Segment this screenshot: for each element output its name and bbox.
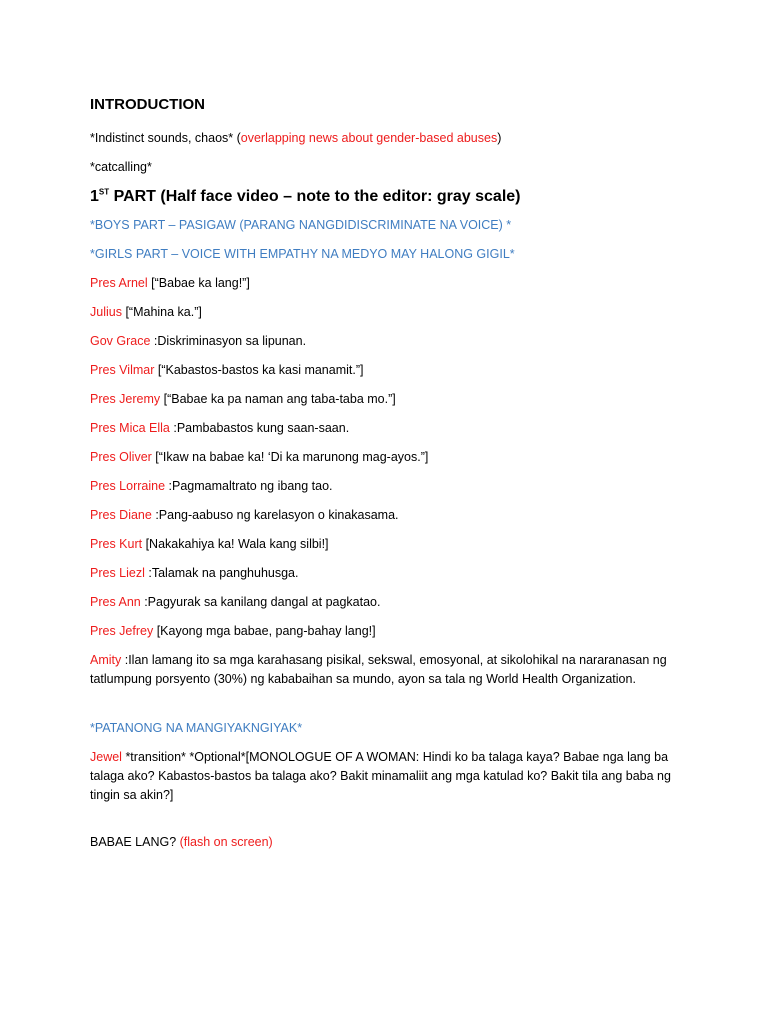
line-text: :Ilan lamang ito sa mga karahasang pisikal, sekswal, emosyonal, at sikolohikal na nararanasan ng tatlumpung porsyento (30%) ng kababaihan sa mundo, ayon sa tala ng World Health Organization.: [90, 653, 667, 686]
speaker-name: Julius: [90, 305, 122, 319]
boys-part-note: *BOYS PART – PASIGAW (PARANG NANGDIDISCRIMINATE NA VOICE) *: [90, 218, 512, 232]
line-text: :Talamak na panghuhusga.: [144, 566, 299, 580]
introduction-heading: INTRODUCTION: [90, 96, 205, 113]
line-text: *transition* *Optional*[MONOLOGUE OF A WOMAN: Hindi ko ba talaga kaya? Babae nga lang ba talaga ako? Kabastos-bastos ba talaga ako? Bakit minamaliit ang mga katulad ko? Bakit tila ang baba ng tingin sa akin?]: [90, 750, 671, 802]
intro-line-catcalling: *catcalling*: [90, 160, 152, 174]
part1-heading-sup: ST: [98, 187, 110, 197]
part1-heading-num: 1: [90, 188, 99, 205]
line-text: :Pambabastos kung saan-saan.: [169, 421, 350, 435]
script-line: [90, 564, 680, 583]
line-text: :Pang-aabuso ng karelasyon o kinakasama.: [151, 508, 399, 522]
script-line: [90, 448, 680, 467]
speaker-name: Pres Vilmar: [90, 363, 155, 377]
part1-heading-rest: PART (Half face video – note to the editor: gray scale): [109, 188, 521, 205]
line-text: [Nakakahiya ka! Wala kang silbi!]: [142, 537, 329, 551]
line-text: [“Ikaw na babae ka! ‘Di ka marunong mag-ayos.”]: [151, 450, 429, 464]
script-line: [90, 506, 680, 525]
babae-lang-text: BABAE LANG?: [90, 835, 180, 849]
speaker-name: Pres Diane: [90, 508, 152, 522]
girls-part-note: *GIRLS PART – VOICE WITH EMPATHY NA MEDYO MAY HALONG GIGIL*: [90, 247, 515, 261]
line-text: :Pagmamaltrato ng ibang tao.: [165, 479, 333, 493]
line-text: [Kayong mga babae, pang-bahay lang!]: [153, 624, 376, 638]
spacer: [90, 815, 680, 833]
intro-news-note: overlapping news about gender-based abuses: [240, 131, 498, 145]
line-text: [“Babae ka lang!”]: [147, 276, 250, 290]
spacer: [90, 699, 680, 719]
script-line: [90, 332, 680, 351]
speaker-name: Pres Ann: [90, 595, 141, 609]
intro-close-paren: ): [497, 131, 502, 145]
script-line: [90, 361, 680, 380]
script-document: [90, 95, 680, 862]
script-line: [90, 651, 680, 689]
script-line: [90, 303, 680, 322]
intro-line-sounds: [90, 129, 680, 148]
speaker-name: Pres Jeremy: [90, 392, 161, 406]
script-line: [90, 535, 680, 554]
speaker-name: Pres Liezl: [90, 566, 145, 580]
script-line: [90, 477, 680, 496]
script-line: [90, 390, 680, 409]
speaker-name: Pres Mica Ella: [90, 421, 170, 435]
script-line: [90, 593, 680, 612]
speaker-name: Pres Jefrey: [90, 624, 154, 638]
intro-sounds-text: *Indistinct sounds, chaos* (: [90, 131, 241, 145]
line-text: [“Mahina ka.”]: [121, 305, 202, 319]
speaker-name: Pres Kurt: [90, 537, 143, 551]
line-text: :Diskriminasyon sa lipunan.: [150, 334, 307, 348]
script-line: [90, 419, 680, 438]
babae-lang-line: [90, 833, 680, 852]
speaker-name: Gov Grace: [90, 334, 151, 348]
speaker-name: Amity: [90, 653, 122, 667]
script-line: [90, 274, 680, 293]
flash-note: (flash on screen): [179, 835, 273, 849]
line-text: :Pagyurak sa kanilang dangal at pagkatao.: [140, 595, 381, 609]
speaker-name: Jewel: [90, 750, 122, 764]
speaker-name: Pres Oliver: [90, 450, 152, 464]
speaker-name: Pres Arnel: [90, 276, 148, 290]
patanong-note: *PATANONG NA MANGIYAKNGIYAK*: [90, 721, 303, 735]
line-text: [“Kabastos-bastos ka kasi manamit.”]: [154, 363, 364, 377]
jewel-monologue: [90, 748, 680, 805]
script-line: [90, 622, 680, 641]
line-text: [“Babae ka pa naman ang taba-taba mo.”]: [160, 392, 396, 406]
part1-heading: [90, 187, 680, 207]
speaker-name: Pres Lorraine: [90, 479, 166, 493]
